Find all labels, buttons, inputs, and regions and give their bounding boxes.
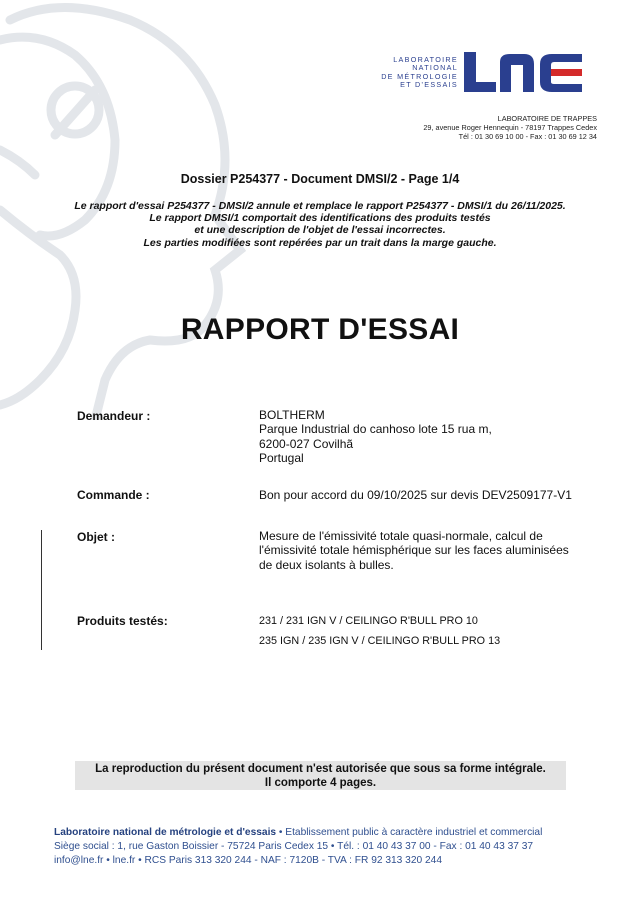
logo-line: DE MÉTROLOGIE [381,71,458,81]
footer-registration: info@lne.fr • lne.fr • RCS Paris 313 320 244 - NAF : 7120B - TVA : FR 92 313 320 244 [54,855,443,866]
objet-line: Mesure de l'émissivité totale quasi-normale, calcul de [259,529,543,543]
notice-line: Le rapport DMSI/1 comportait des identifications des produits testés [149,212,491,225]
objet-line: l'émissivité totale hémisphérique sur les faces aluminisées [259,543,569,558]
objet-line: de deux isolants à bulles. [259,557,394,572]
demandeur-line: Portugal [259,451,304,466]
logo-line: NATIONAL [412,63,458,73]
lab-name: LABORATOIRE DE TRAPPES [497,114,597,123]
lab-phone: Tél : 01 30 69 10 00 - Fax : 01 30 69 12 34 [458,132,597,141]
demandeur-line: Parque Industrial do canhoso lote 15 rua m, [259,422,492,437]
notice-line: Le rapport d'essai P254377 - DMSI/2 annule et remplace le rapport P254377 - DMSI/1 du 26/11/2025. [74,200,566,212]
notice-line: Les parties modifiées sont repérées par un trait dans la marge gauche. [143,236,497,249]
lne-logo [462,52,584,94]
demandeur-line: 6200-027 Covilhã [259,436,354,451]
commande-value: Bon pour accord du 09/10/2025 sur devis DEV2509177-V1 [259,488,572,502]
document-title: Dossier P254377 - Document DMSI/2 - Page 1/4 [180,172,460,186]
produits-value [259,611,500,651]
produit-line: 231 / 231 IGN V / CEILINGO R'BULL PRO 10 [259,615,478,627]
produit-line: 235 IGN / 235 IGN V / CEILINGO R'BULL PRO 13 [259,635,501,647]
logo-wordmark [381,56,458,90]
demandeur-value [259,408,492,466]
footer-org-desc: • Etablissement public à caractère industriel et commercial [276,827,543,838]
lab-address: 29, avenue Roger Hennequin - 78197 Trappes Cedex [423,123,597,132]
produits-label: Produits testés: [77,614,168,628]
demandeur-line: BOLTHERM [259,408,325,422]
demandeur-label: Demandeur : [77,409,151,423]
reproduction-line2: Il comporte 4 pages. [264,777,377,789]
footer-address: Siège social : 1, rue Gaston Boissier - 75724 Paris Cedex 15 • Tél. : 01 40 43 37 00 - Fax : 01 40 43 37 37 [54,841,534,852]
objet-value [259,529,569,572]
logo-line: ET D'ESSAIS [400,80,458,90]
reproduction-line1: La reproduction du présent document n'est autorisée que sous sa forme intégrale. [95,763,546,775]
reproduction-notice [75,761,566,790]
footer [54,826,542,868]
logo-mark-text: LNE [462,52,464,53]
report-title: RAPPORT D'ESSAI [180,313,460,346]
footer-org: Laboratoire national de métrologie et d'essais [54,827,277,838]
replacement-notice [0,200,640,249]
commande-label: Commande : [77,488,150,502]
objet-label: Objet : [77,530,115,544]
logo-line: LABORATOIRE [393,55,458,64]
change-marker-bar [41,530,42,650]
notice-line: et une description de l'objet de l'essai incorrectes. [194,224,446,237]
lab-address-block [423,114,597,141]
